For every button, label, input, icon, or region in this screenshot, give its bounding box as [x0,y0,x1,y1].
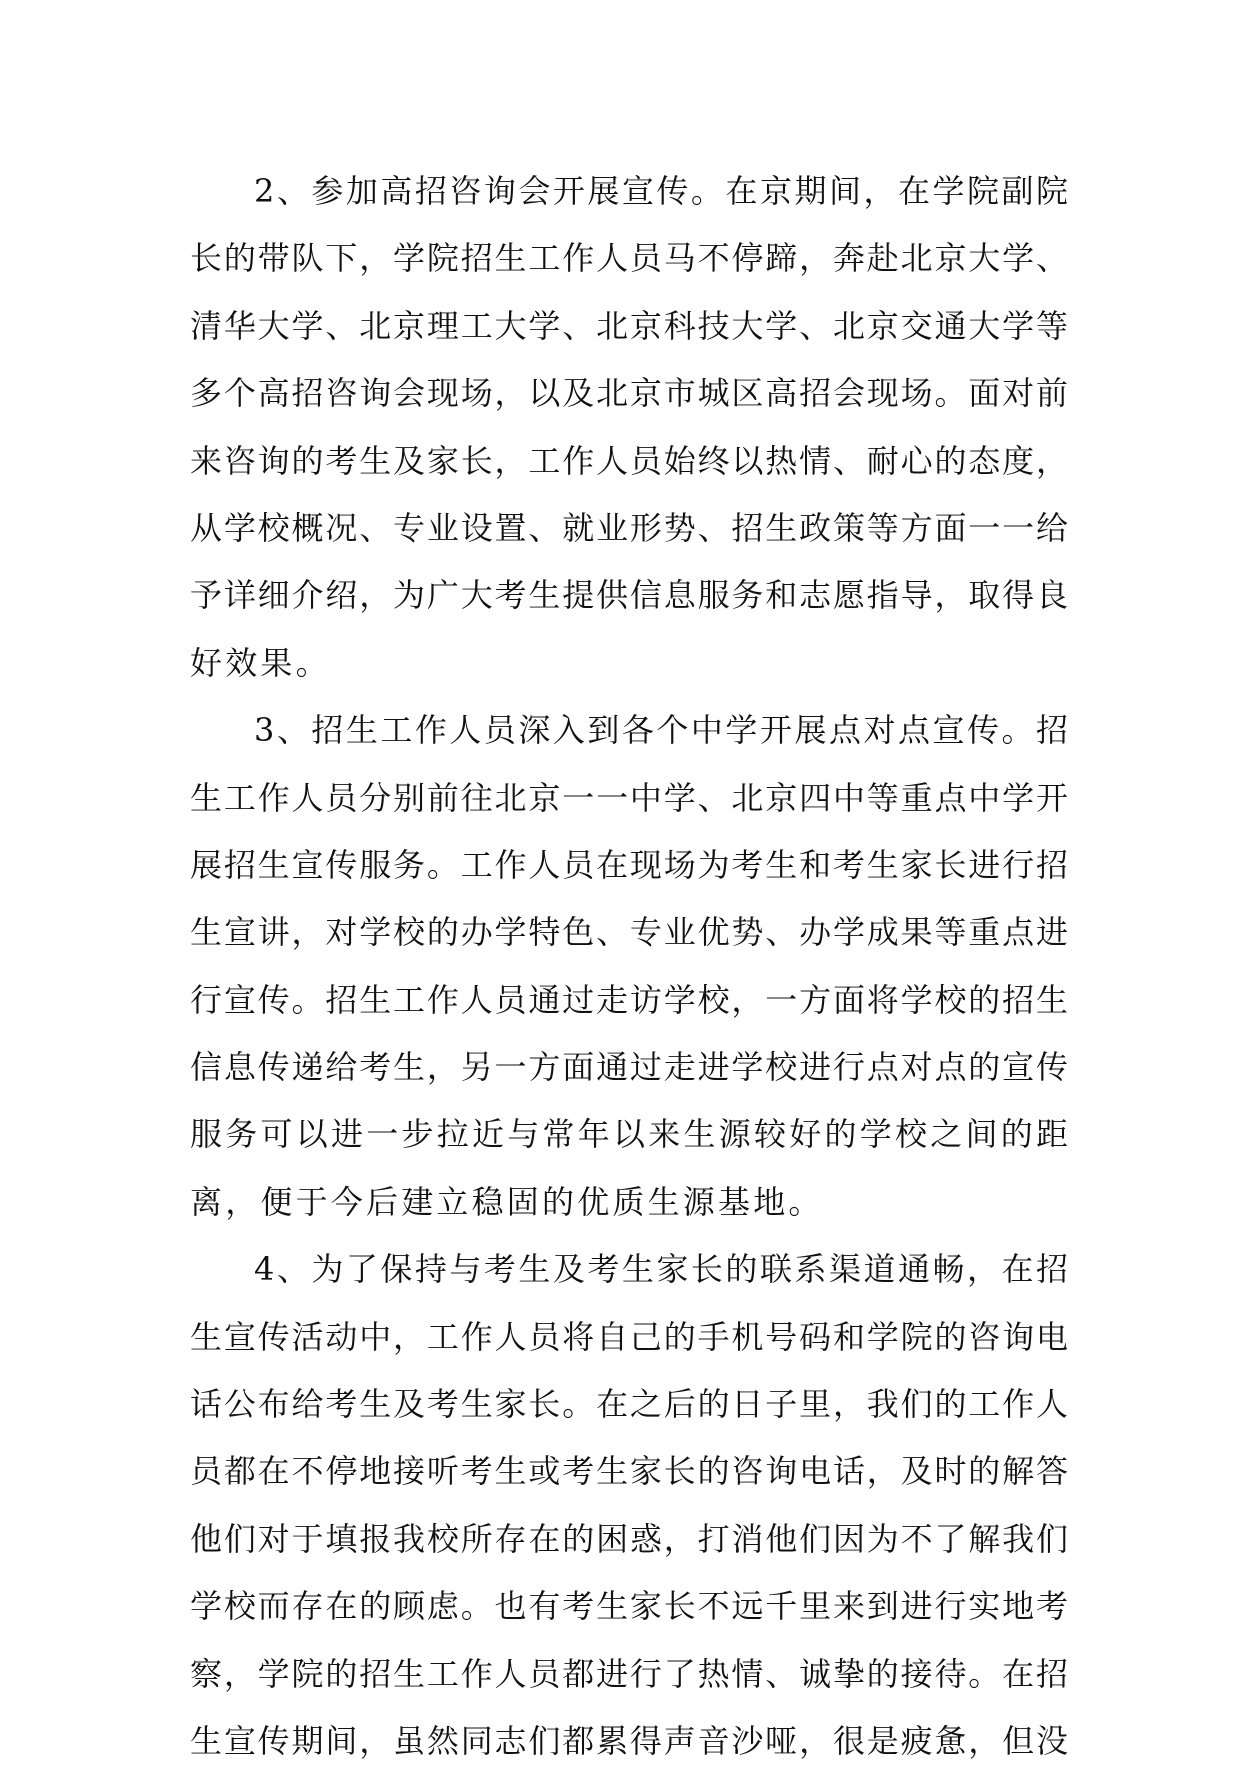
paragraph-2-line: 多个高招咨询会现场，以及北京市城区高招会现场。面对前 [190,374,1068,413]
paragraph-2-line: 2、参加高招咨询会开展宣传。在京期间，在学院副院 [254,172,1068,210]
paragraph-3-line: 服务可以进一步拉近与常年以来生源较好的学校之间的距 [190,1115,1068,1154]
paragraph-3-line: 行宣传。招生工作人员通过走访学校，一方面将学校的招生 [190,980,1068,1019]
paragraph-2-line: 予详细介绍，为广大考生提供信息服务和志愿指导，取得良 [190,576,1068,615]
paragraph-2-line: 长的带队下，学院招生工作人员马不停蹄，奔赴北京大学、 [190,239,1068,278]
paragraph-4-line: 他们对于填报我校所存在的困惑，打消他们因为不了解我们 [190,1519,1068,1558]
paragraph-3-line: 信息传递给考生，另一方面通过走进学校进行点对点的宣传 [190,1048,1068,1087]
paragraph-3-line: 离，便于今后建立稳固的优质生源基地。 [190,1182,824,1221]
paragraph-4-line: 4、为了保持与考生及考生家长的联系渠道通畅，在招 [254,1250,1068,1289]
document-body [190,158,1068,1775]
paragraph-3-line: 生工作人员分别前往北京一一中学、北京四中等重点中学开 [190,778,1068,817]
paragraph-2-line: 从学校概况、专业设置、就业形势、招生政策等方面一一给 [190,508,1068,547]
paragraph-4-line: 学校而存在的顾虑。也有考生家长不远千里来到进行实地考 [190,1587,1068,1626]
paragraph-4-line: 话公布给考生及考生家长。在之后的日子里，我们的工作人 [190,1385,1068,1424]
paragraph-2-line: 好效果。 [190,643,331,682]
paragraph-3-line: 3、招生工作人员深入到各个中学开展点对点宣传。招 [254,711,1068,750]
paragraph-4-line: 生宣传期间，虽然同志们都累得声音沙哑，很是疲惫，但没 [190,1721,1068,1760]
paragraph-3-line: 展招生宣传服务。工作人员在现场为考生和考生家长进行招 [190,845,1068,884]
paragraph-2-line: 来咨询的考生及家长，工作人员始终以热情、耐心的态度， [190,441,1068,480]
paragraph-4-line: 员都在不停地接听考生或考生家长的咨询电话，及时的解答 [190,1452,1068,1491]
paragraph-3-line: 生宣讲，对学校的办学特色、专业优势、办学成果等重点进 [190,913,1068,952]
paragraph-4-line: 生宣传活动中，工作人员将自己的手机号码和学院的咨询电 [190,1317,1068,1356]
paragraph-4-line: 察，学院的招生工作人员都进行了热情、诚挚的接待。在招 [190,1654,1068,1693]
paragraph-2-line: 清华大学、北京理工大学、北京科技大学、北京交通大学等 [190,306,1068,345]
